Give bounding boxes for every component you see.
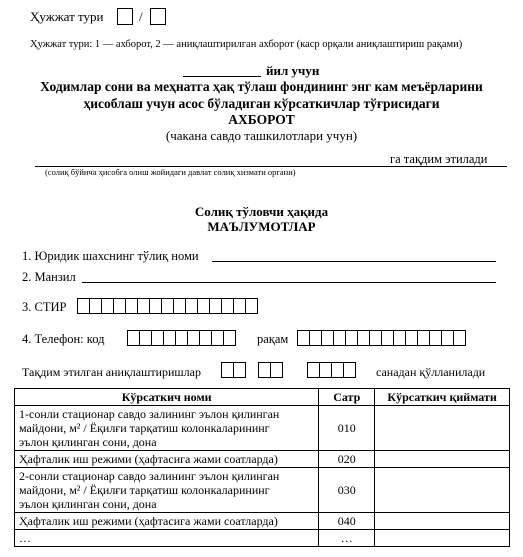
indicator-name [15,406,319,451]
doc-type-box-1[interactable] [117,8,133,25]
table-row [15,406,510,451]
header-indicator-name: Кўрсаткич номи [15,389,319,406]
indicator-name [15,530,319,547]
indicator-value[interactable] [375,513,510,530]
field-address-label: 2. Манзил [22,270,76,284]
indicator-name [15,451,319,468]
indicator-value[interactable] [375,468,510,513]
period-suffix: санадан қўлланилади [376,365,486,379]
period-year-cells[interactable] [307,362,355,378]
tin-cells[interactable] [77,298,257,314]
indicator-name-line: … [19,531,31,545]
field-phone-code-label: 4. Телефон: код [22,332,105,346]
table-row [15,530,510,547]
row-code: 020 [319,451,375,468]
row-code: 030 [319,468,375,513]
indicator-name-line: Ҳафталик иш режими (ҳафтасига жами соатларда) [19,514,278,528]
indicators-table [14,388,510,547]
indicator-value[interactable] [375,530,510,547]
taxpayer-heading-1: Солиқ тўловчи ҳақида [194,204,329,219]
indicator-value[interactable] [375,406,510,451]
header-row-code: Сатр [319,389,375,406]
field-tin-label: 3. СТИР [22,300,67,314]
title-line-4: (чакана савдо ташкилотлари учун) [165,128,358,143]
doc-type-slash: / [139,9,143,24]
table-row [15,513,510,530]
phone-code-cells[interactable] [127,330,235,346]
field-address-line[interactable] [82,282,496,283]
period-label: Тақдим этилган аниқлаштиришлар [22,365,201,379]
year-suffix: йил учун [266,63,320,78]
doc-type-box-2[interactable] [150,8,166,25]
indicator-name [15,513,319,530]
indicator-name-line: 1-сонли стационар савдо залининг эълон қилинган [19,407,280,421]
submitted-caption: (солиқ бўйича ҳисобга олиш жойидаги давлат солиқ хизмати органи) [45,167,296,177]
table-row [15,451,510,468]
table-row [15,468,510,513]
indicator-name-line: Ҳафталик иш режими (ҳафтасига жами соатларда) [19,452,278,466]
taxpayer-heading-2: МАЪЛУМОТЛАР [207,219,316,234]
title-line-1: Ходимлар сони ва меҳнатга ҳақ тўлаш фондининг энг кам меъёрларини [40,79,483,94]
title-line-3: АХБОРОТ [228,112,295,127]
indicator-name-line: 2-сонли стационар савдо залининг эълон қилинган [19,469,280,483]
phone-number-cells[interactable] [297,330,465,346]
submitted-text: га тақдим этилади [390,152,488,166]
title-line-2: ҳисоблаш учун асос бўладиган кўрсаткичлар тўғрисидаги [83,96,440,111]
header-indicator-value: Кўрсаткич қиймати [375,389,510,406]
table-header-row [15,389,510,406]
indicator-name [15,468,319,513]
field-legal-name-label: 1. Юридик шахснинг тўлиқ номи [22,249,199,263]
doc-type-label: Ҳужжат тури [30,9,104,24]
phone-number-label: рақам [257,332,289,346]
indicator-name-line: эълон қилинган сони, дона [19,435,157,449]
indicator-name-line: эълон қилинган сони, дона [19,497,157,511]
period-day-cells[interactable] [221,362,245,378]
row-code: 040 [319,513,375,530]
year-blank-line[interactable] [183,76,261,77]
doc-type-note: Ҳужжат тури: 1 — ахборот, 2 — аниқлаштирилган ахборот (каср орқали аниқлаштириш рақами) [30,39,463,50]
indicator-value[interactable] [375,451,510,468]
indicator-name-line: майдони, м² / Ёқилғи тарқатиш колонкаларининг [19,483,270,497]
period-month-cells[interactable] [258,362,282,378]
indicator-name-line: майдони, м² / Ёқилғи тарқатиш колонкаларининг [19,421,270,435]
field-legal-name-line[interactable] [212,261,496,262]
row-code: … [319,530,375,547]
row-code: 010 [319,406,375,451]
